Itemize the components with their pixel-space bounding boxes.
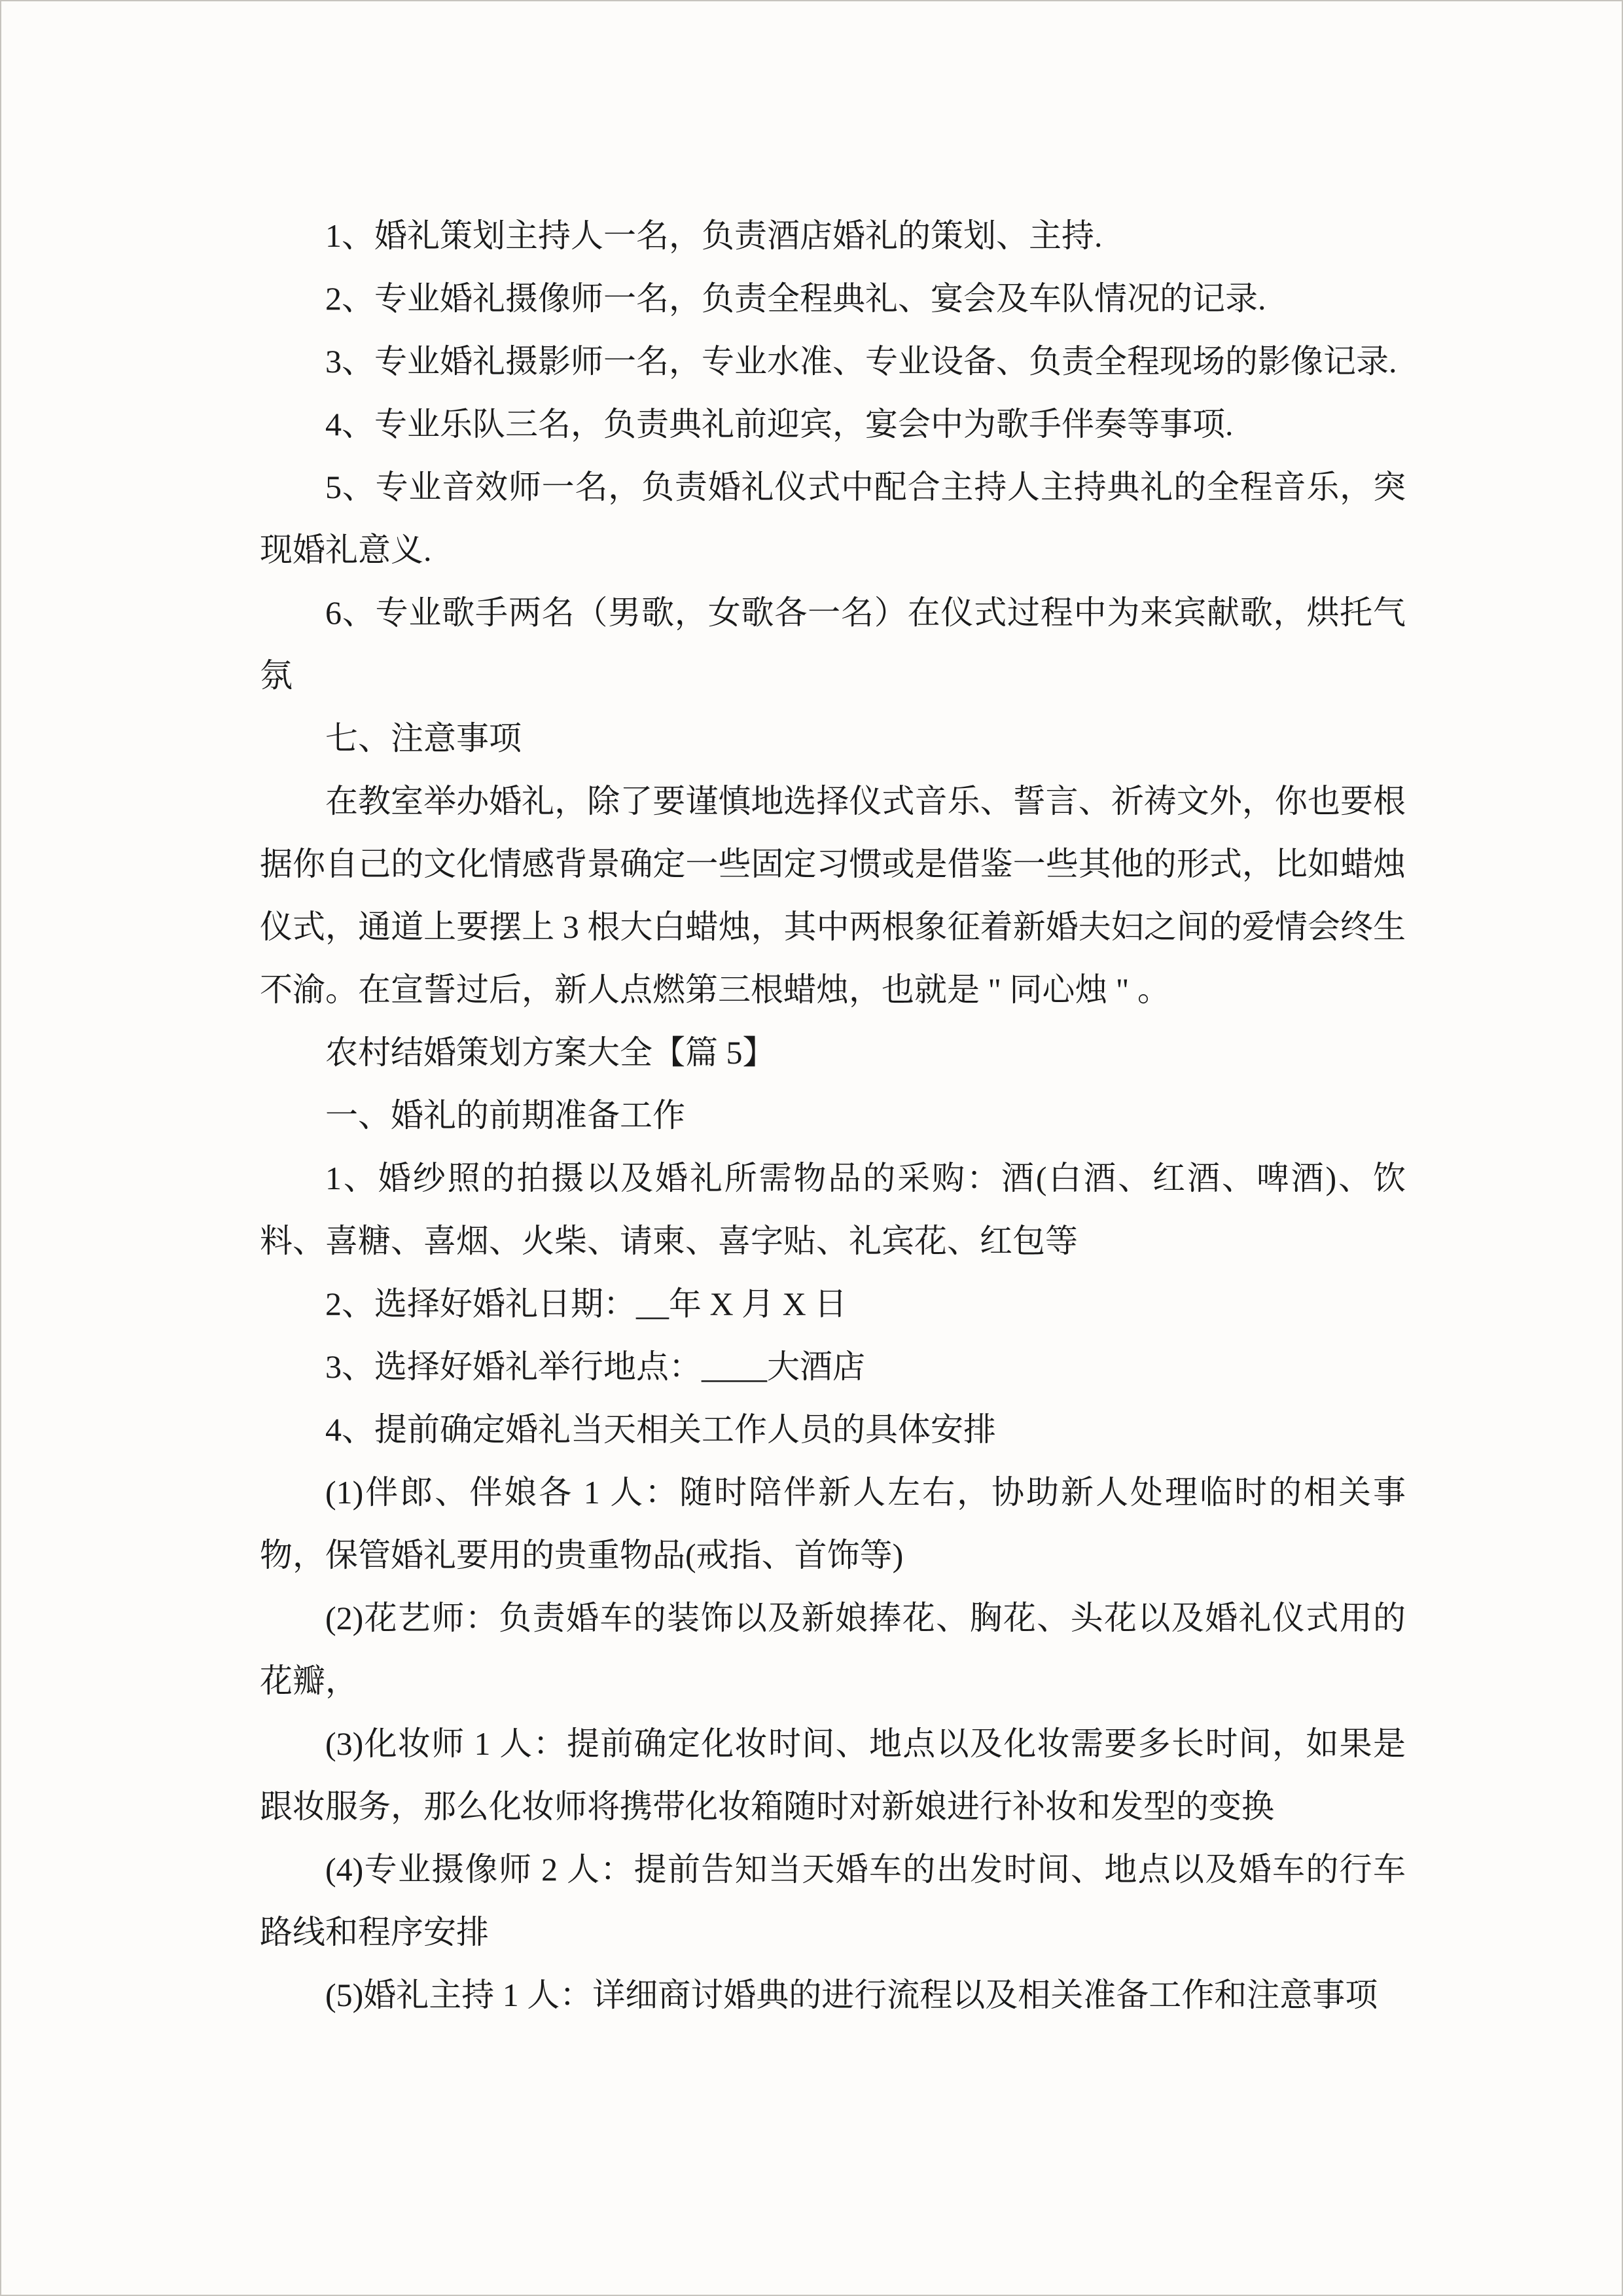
- section-heading-notes: 七、注意事项: [325, 720, 522, 757]
- paragraph-staff-item-4: 4、专业乐队三名，负责典礼前迎宾，宴会中为歌手伴奏等事项.: [325, 406, 1234, 442]
- paragraph-role-item-4: (4)专业摄像师 2 人：提前告知当天婚车的出发时间、地点以及婚车的行车路线和程序安排: [260, 1851, 1406, 1950]
- paragraph-staff-item-2: 2、专业婚礼摄像师一名，负责全程典礼、宴会及车队情况的记录.: [325, 280, 1266, 317]
- paragraph-staff-item-5: 5、专业音效师一名，负责婚礼仪式中配合主持人主持典礼的全程音乐，突现婚礼意义.: [260, 469, 1406, 568]
- paragraph-prep-item-1: 1、婚纱照的拍摄以及婚礼所需物品的采购：酒(白酒、红酒、啤酒)、饮料、喜糖、喜烟、火柴、请柬、喜字贴、礼宾花、红包等: [260, 1160, 1406, 1259]
- paragraph-prep-item-4: 4、提前确定婚礼当天相关工作人员的具体安排: [325, 1411, 996, 1448]
- paragraph-staff-item-1: 1、婚礼策划主持人一名，负责酒店婚礼的策划、主持.: [325, 217, 1103, 254]
- paragraph-role-item-1: (1)伴郎、伴娘各 1 人：随时陪伴新人左右，协助新人处理临时的相关事物，保管婚礼要用的贵重物品(戒指、首饰等): [260, 1474, 1406, 1573]
- paragraph-staff-item-3: 3、专业婚礼摄影师一名，专业水准、专业设备、负责全程现场的影像记录.: [325, 343, 1397, 380]
- paragraph-notes-body: 在教室举办婚礼，除了要谨慎地选择仪式音乐、誓言、祈祷文外，你也要根据你自己的文化情感背景确定一些固定习惯或是借鉴一些其他的形式，比如蜡烛仪式，通道上要摆上 3 根大白蜡烛，其中两根象征着新婚夫妇之间的爱情会终生不渝。在宣誓过后，新人点燃第三根蜡烛，也就是 " 同心烛 " 。: [260, 783, 1406, 1008]
- section-heading-prep: 一、婚礼的前期准备工作: [325, 1097, 685, 1134]
- paragraph-prep-item-3: 3、选择好婚礼举行地点：____大酒店: [325, 1348, 865, 1385]
- paragraph-staff-item-6: 6、专业歌手两名（男歌，女歌各一名）在仪式过程中为来宾献歌，烘托气氛: [260, 594, 1406, 694]
- paragraph-prep-item-2: 2、选择好婚礼日期：__年 X 月 X 日: [325, 1285, 847, 1322]
- document-body: [260, 204, 1406, 2026]
- paragraph-role-item-2: (2)花艺师：负责婚车的装饰以及新娘捧花、胸花、头花以及婚礼仪式用的花瓣，: [260, 1600, 1406, 1699]
- paragraph-role-item-3: (3)化妆师 1 人：提前确定化妆时间、地点以及化妆需要多长时间，如果是跟妆服务，那么化妆师将携带化妆箱随时对新娘进行补妆和发型的变换: [260, 1725, 1406, 1825]
- section-title-part5: 农村结婚策划方案大全【篇 5】: [325, 1034, 776, 1071]
- paragraph-role-item-5: (5)婚礼主持 1 人：详细商讨婚典的进行流程以及相关准备工作和注意事项: [325, 1977, 1378, 2013]
